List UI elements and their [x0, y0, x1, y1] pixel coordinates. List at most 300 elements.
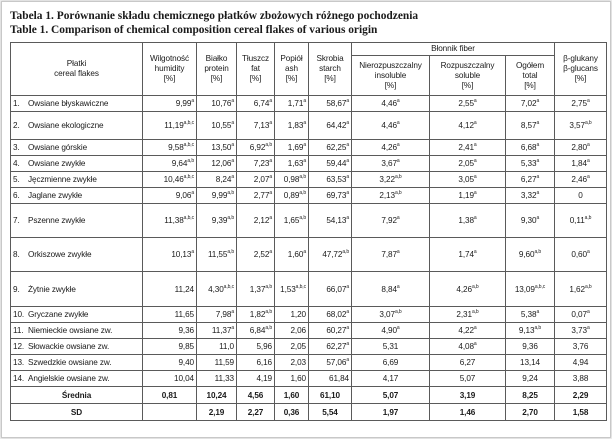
header-protein — [197, 43, 237, 96]
row-product-name: Pszenne zwykłe — [28, 216, 86, 225]
table-row — [11, 371, 607, 387]
row-label — [11, 188, 143, 204]
cell-superscript: a — [473, 98, 477, 104]
value-cell — [555, 272, 607, 307]
value-cell — [555, 323, 607, 339]
row-number: 7. — [13, 216, 20, 225]
value-cell — [352, 323, 430, 339]
row-label — [11, 307, 143, 323]
cell-superscript: a,b — [394, 174, 402, 180]
header-glucans-en: β-glucans — [563, 64, 598, 73]
cell-superscript: a,b,c — [183, 120, 194, 126]
cell-superscript: a — [346, 309, 349, 315]
value-cell — [237, 307, 275, 323]
cell-superscript: a — [346, 325, 349, 331]
value-cell — [143, 204, 197, 238]
value-cell — [197, 112, 237, 140]
table-row — [11, 112, 607, 140]
value-cell — [237, 272, 275, 307]
value-cell — [237, 204, 275, 238]
row-label — [11, 238, 143, 272]
cell-superscript: a — [396, 325, 400, 331]
cell-superscript: a,b — [394, 190, 402, 196]
cell-superscript: a — [396, 158, 400, 164]
cell-value: 10,55 — [211, 121, 232, 130]
summary-value — [143, 404, 197, 421]
value-cell — [555, 188, 607, 204]
value-cell — [430, 307, 506, 323]
cell-superscript: a — [346, 158, 349, 164]
cell-value: 12,06 — [211, 159, 232, 168]
cell-value: 7,87 — [381, 250, 397, 259]
cell-superscript: a — [396, 98, 400, 104]
value-cell — [143, 188, 197, 204]
value-cell — [197, 339, 237, 355]
header-starch-pl: Skrobia — [316, 54, 344, 63]
cell-value: 2,03 — [290, 358, 306, 367]
value-cell — [143, 238, 197, 272]
cell-superscript: a — [536, 142, 540, 148]
value-cell — [430, 112, 506, 140]
value-cell — [352, 339, 430, 355]
cell-value: 4,22 — [458, 326, 474, 335]
value-cell — [555, 112, 607, 140]
row-label — [11, 172, 143, 188]
value-cell — [506, 172, 555, 188]
value-cell — [197, 355, 237, 371]
cell-value: 4,08 — [458, 342, 474, 351]
value-cell — [506, 96, 555, 112]
value-cell — [143, 323, 197, 339]
value-cell — [237, 96, 275, 112]
cell-superscript: a — [536, 174, 540, 180]
cell-superscript: a — [303, 98, 306, 104]
table-row — [11, 238, 607, 272]
value-cell — [275, 140, 309, 156]
cell-superscript: a — [191, 249, 194, 255]
cell-superscript: a — [536, 158, 540, 164]
cell-superscript: a,b — [265, 142, 272, 148]
cell-value: 3,07 — [379, 310, 395, 319]
summary-value: 2,29 — [555, 387, 607, 404]
value-cell — [309, 112, 352, 140]
value-cell — [430, 355, 506, 371]
row-product-name: Słowackie owsiane zw. — [28, 342, 110, 351]
header-moisture — [143, 43, 197, 96]
cell-superscript: a,b — [299, 190, 306, 196]
cell-value: 4,46 — [381, 99, 397, 108]
header-insoluble-pl: Nierozpuszczalny — [359, 60, 422, 70]
cell-superscript: a — [536, 309, 540, 315]
row-number: 12. — [13, 342, 25, 351]
cell-value: 11,38 — [164, 216, 184, 225]
value-cell — [197, 204, 237, 238]
header-soluble-pl: Rozpuszczalny — [440, 60, 495, 70]
cell-value: 2,12 — [253, 216, 270, 225]
header-fat-pl: Tłuszcz — [241, 54, 270, 63]
value-cell — [197, 188, 237, 204]
header-product-pl: Płatki — [66, 59, 87, 68]
value-cell — [143, 355, 197, 371]
value-cell — [555, 156, 607, 172]
header-total-en: total — [522, 70, 538, 80]
cell-superscript: a — [303, 142, 306, 148]
row-label — [11, 96, 143, 112]
cell-superscript: a,b — [534, 249, 542, 255]
value-cell — [352, 272, 430, 307]
cell-superscript: a — [346, 174, 349, 180]
cell-value: 9,58 — [168, 143, 184, 152]
cell-superscript: a — [586, 158, 590, 164]
cell-value: 2,77 — [253, 191, 270, 200]
row-label — [11, 204, 143, 238]
value-cell — [506, 204, 555, 238]
row-product-name: Jęczmienne zwykłe — [28, 175, 97, 184]
value-cell — [555, 96, 607, 112]
cell-value: 4,30 — [208, 284, 224, 294]
cell-value: 64,42 — [326, 121, 347, 130]
row-number: 10. — [13, 310, 25, 319]
cell-value: 7,23 — [253, 159, 270, 168]
row-product-name: Angielskie owsiane zw. — [28, 374, 110, 383]
cell-superscript: a — [346, 98, 349, 104]
value-cell — [275, 371, 309, 387]
value-cell — [506, 112, 555, 140]
cell-value: 7,02 — [520, 99, 537, 108]
cell-superscript: a — [269, 215, 272, 221]
cell-value: 4,26 — [456, 284, 472, 294]
value-cell — [309, 140, 352, 156]
cell-superscript: a,b — [265, 283, 272, 290]
row-number: 8. — [13, 250, 20, 259]
cell-superscript: a,b — [227, 190, 234, 196]
value-cell — [506, 272, 555, 307]
cell-value: 61,84 — [329, 374, 349, 383]
value-cell — [237, 339, 275, 355]
cell-value: 1,37 — [249, 284, 266, 294]
value-cell — [309, 272, 352, 307]
cell-value: 6,27 — [520, 175, 537, 184]
value-cell — [237, 238, 275, 272]
row-label — [11, 355, 143, 371]
row-product-name: Owsiane ekologiczne — [28, 121, 104, 130]
row-number: 9. — [13, 284, 20, 294]
value-cell — [309, 355, 352, 371]
cell-superscript: a,b — [342, 249, 349, 255]
cell-superscript: a — [586, 249, 590, 255]
cell-value: 3,67 — [381, 159, 397, 168]
value-cell — [430, 188, 506, 204]
cell-value: 10,46 — [163, 175, 184, 184]
value-cell — [506, 355, 555, 371]
value-cell — [197, 96, 237, 112]
header-glucans — [555, 43, 607, 96]
cell-value: 9,64 — [171, 159, 188, 168]
value-cell — [197, 172, 237, 188]
row-number: 4. — [13, 159, 20, 168]
cell-superscript: a — [346, 120, 349, 126]
table-row — [11, 323, 607, 339]
cell-superscript: a — [346, 357, 349, 363]
cell-value: 2,13 — [379, 191, 395, 200]
cell-value: 1,53 — [280, 284, 296, 294]
row-label — [11, 140, 143, 156]
cell-value: 1,62 — [569, 284, 585, 294]
value-cell — [430, 96, 506, 112]
cell-value: 6,74 — [253, 99, 270, 108]
cell-superscript: a — [396, 120, 400, 126]
value-cell — [275, 238, 309, 272]
value-cell — [237, 371, 275, 387]
cell-value: 9,36 — [178, 326, 194, 335]
row-label — [11, 156, 143, 172]
cell-value: 60,27 — [326, 326, 347, 335]
value-cell — [197, 140, 237, 156]
table-row — [11, 156, 607, 172]
row-product-name: Szwedzkie owsiane zw. — [28, 358, 112, 367]
value-cell — [309, 238, 352, 272]
cell-superscript: a,b,c — [295, 283, 306, 290]
cell-superscript: a — [473, 325, 477, 331]
cell-superscript: a — [346, 215, 349, 221]
cell-value: 11,59 — [214, 358, 234, 367]
value-cell — [237, 188, 275, 204]
cell-superscript: a — [396, 142, 400, 148]
summary-value: 2,27 — [237, 404, 275, 421]
summary-row — [11, 404, 607, 421]
value-cell — [309, 188, 352, 204]
cell-superscript: a — [536, 120, 540, 126]
cell-value: 3,57 — [569, 121, 585, 130]
value-cell — [430, 156, 506, 172]
summary-value: 1,97 — [352, 404, 430, 421]
cell-value: 4,12 — [458, 121, 474, 130]
value-cell — [352, 156, 430, 172]
value-cell — [143, 172, 197, 188]
value-cell — [309, 307, 352, 323]
value-cell — [237, 112, 275, 140]
cell-value: 0,11 — [569, 216, 585, 225]
cell-superscript: a — [586, 98, 590, 104]
cell-value: 5,96 — [256, 342, 272, 351]
value-cell — [352, 172, 430, 188]
cell-value: 1,20 — [290, 310, 306, 319]
row-number: 3. — [13, 143, 20, 152]
cell-superscript: a,b,c — [183, 215, 194, 221]
header-moisture-en: humidity — [154, 64, 185, 73]
cell-value: 9,30 — [520, 216, 537, 225]
summary-row — [11, 387, 607, 404]
cell-superscript: a — [536, 190, 540, 196]
value-cell — [430, 371, 506, 387]
cell-superscript: a — [346, 283, 349, 290]
value-cell — [309, 323, 352, 339]
summary-value: 10,24 — [197, 387, 237, 404]
cell-value: 63,53 — [326, 175, 347, 184]
cell-superscript: a,b,c — [534, 283, 546, 290]
cell-superscript: a — [536, 98, 540, 104]
header-moisture-pl: Wilgotność — [149, 54, 190, 63]
header-starch — [309, 43, 352, 96]
value-cell — [352, 204, 430, 238]
value-cell — [237, 323, 275, 339]
cell-value: 9,40 — [178, 358, 194, 367]
cell-superscript: a,b — [187, 158, 194, 164]
cell-value: 2,07 — [253, 175, 270, 184]
cell-value: 10,04 — [174, 374, 194, 383]
cell-value: 5,07 — [459, 374, 476, 383]
cell-value: 9,85 — [178, 342, 194, 351]
value-cell — [352, 307, 430, 323]
table-row — [11, 96, 607, 112]
value-cell — [555, 339, 607, 355]
cell-superscript: a — [269, 174, 272, 180]
value-cell — [237, 172, 275, 188]
cell-value: 3,32 — [520, 191, 537, 200]
row-number: 13. — [13, 358, 25, 367]
value-cell — [506, 156, 555, 172]
header-protein-unit: [%] — [210, 74, 223, 83]
row-product-name: Żytnie zwykłe — [28, 284, 76, 294]
value-cell — [143, 339, 197, 355]
cell-value: 3,73 — [571, 326, 587, 335]
value-cell — [275, 112, 309, 140]
row-number: 11. — [13, 326, 24, 335]
cell-value: 3,22 — [379, 175, 395, 184]
value-cell — [275, 272, 309, 307]
cell-value: 11,0 — [219, 342, 234, 351]
cell-value: 2,55 — [458, 99, 474, 108]
table-row — [11, 188, 607, 204]
cell-value: 2,41 — [458, 143, 474, 152]
summary-value: 5,54 — [309, 404, 352, 421]
cell-value: 2,05 — [458, 159, 474, 168]
cell-superscript: a — [473, 215, 477, 221]
value-cell — [143, 112, 197, 140]
cell-value: 4,26 — [381, 143, 397, 152]
value-cell — [352, 355, 430, 371]
header-total — [506, 56, 555, 96]
cell-value: 9,39 — [211, 216, 228, 225]
value-cell — [555, 355, 607, 371]
summary-label: Średnia — [11, 387, 143, 404]
cell-value: 4,90 — [381, 326, 397, 335]
cell-superscript: a,b — [534, 325, 542, 331]
cell-value: 11,33 — [214, 374, 234, 383]
cell-superscript: a — [473, 341, 477, 347]
cell-value: 68,02 — [326, 310, 347, 319]
cell-superscript: a — [303, 249, 306, 255]
cell-value: 62,27 — [326, 342, 347, 351]
value-cell — [352, 96, 430, 112]
value-cell — [309, 156, 352, 172]
cell-value: 6,68 — [520, 143, 537, 152]
value-cell — [275, 204, 309, 238]
value-cell — [352, 112, 430, 140]
row-product-name: Owsiane górskie — [28, 143, 88, 152]
cell-superscript: a — [586, 142, 590, 148]
summary-value: 2,70 — [506, 404, 555, 421]
row-product-name: Orkiszowe zwykłe — [28, 250, 92, 259]
header-product — [11, 43, 143, 96]
cell-value: 1,19 — [458, 191, 474, 200]
cell-value: 11,37 — [211, 326, 232, 335]
cell-value: 7,13 — [253, 121, 270, 130]
header-ash-unit: [%] — [285, 74, 298, 83]
header-glucans-unit: [%] — [574, 74, 587, 83]
value-cell — [555, 172, 607, 188]
value-cell — [506, 140, 555, 156]
cell-superscript: a — [231, 120, 234, 126]
value-cell — [430, 172, 506, 188]
cell-superscript: a — [231, 98, 234, 104]
value-cell — [197, 323, 237, 339]
row-label — [11, 272, 143, 307]
cell-value: 10,76 — [211, 99, 232, 108]
cell-value: 2,31 — [456, 310, 472, 319]
cell-superscript: a — [231, 309, 234, 315]
cell-superscript: a — [303, 120, 306, 126]
cell-superscript: a — [473, 174, 477, 180]
cell-superscript: a — [396, 249, 400, 255]
cell-value: 13,50 — [211, 143, 232, 152]
cell-value: 9,99 — [211, 191, 228, 200]
summary-value: 0,36 — [275, 404, 309, 421]
cell-value: 5,33 — [520, 159, 537, 168]
cell-value: 2,75 — [571, 99, 587, 108]
cell-superscript: a,b,c — [183, 174, 194, 180]
table-row — [11, 140, 607, 156]
value-cell — [275, 96, 309, 112]
cell-superscript: a — [346, 190, 349, 196]
cell-superscript: a — [473, 190, 477, 196]
cell-superscript: a,b — [265, 309, 272, 315]
row-product-name: Jaglane zwykłe — [28, 191, 83, 200]
header-insoluble — [352, 56, 430, 96]
cell-value: 13,14 — [520, 358, 540, 367]
value-cell — [197, 371, 237, 387]
value-cell — [197, 156, 237, 172]
value-cell — [430, 238, 506, 272]
cell-value: 2,46 — [571, 175, 587, 184]
value-cell — [352, 371, 430, 387]
cell-superscript: a — [231, 325, 234, 331]
cell-superscript: a,b — [584, 215, 592, 221]
composition-table — [10, 42, 607, 421]
value-cell — [143, 156, 197, 172]
cell-value: 2,52 — [253, 250, 270, 259]
cell-value: 1,84 — [571, 159, 587, 168]
cell-value: 5,38 — [520, 310, 537, 319]
cell-value: 57,06 — [326, 358, 347, 367]
value-cell — [275, 188, 309, 204]
cell-value: 1,38 — [458, 216, 474, 225]
cell-value: 9,06 — [175, 191, 192, 200]
cell-value: 13,09 — [514, 284, 535, 294]
value-cell — [237, 355, 275, 371]
table-row — [11, 172, 607, 188]
cell-superscript: a,b — [471, 283, 479, 290]
cell-value: 11,65 — [174, 310, 194, 319]
header-starch-en: starch — [319, 64, 341, 73]
cell-value: 0,89 — [283, 191, 300, 200]
cell-superscript: a,b — [471, 309, 479, 315]
cell-value: 0 — [578, 191, 583, 200]
cell-value: 3,88 — [572, 374, 589, 383]
cell-superscript: a — [231, 158, 234, 164]
cell-value: 1,60 — [290, 374, 306, 383]
cell-value: 11,19 — [164, 121, 184, 130]
